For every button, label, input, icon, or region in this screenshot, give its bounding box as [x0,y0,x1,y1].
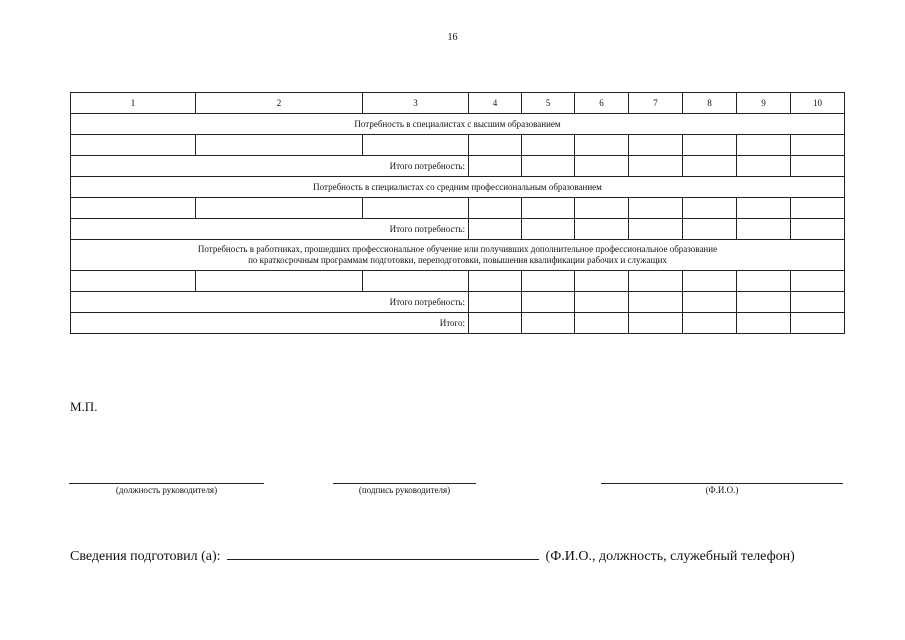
prepared-by-hint: (Ф.И.О., должность, служебный телефон) [545,549,795,564]
table-cell[interactable] [71,135,196,156]
table-cell[interactable] [522,135,575,156]
table-cell[interactable] [629,198,683,219]
table-cell[interactable] [629,271,683,292]
table-cell[interactable] [71,271,196,292]
table-cell[interactable] [522,292,575,313]
table-cell[interactable] [791,135,845,156]
table-cell[interactable] [575,292,629,313]
table-cell[interactable] [469,313,522,334]
table-cell[interactable] [683,292,737,313]
table-cell[interactable] [575,135,629,156]
table-cell[interactable] [522,271,575,292]
table-cell[interactable] [791,292,845,313]
subtotal-label: Итого потребность: [71,156,469,177]
table-cell[interactable] [737,271,791,292]
table-cell[interactable] [683,271,737,292]
column-number: 8 [683,93,737,114]
subtotal-label: Итого потребность: [71,219,469,240]
table-cell[interactable] [522,313,575,334]
table-cell[interactable] [629,135,683,156]
position-caption: (должность руководителя) [115,485,218,495]
table-cell[interactable] [737,292,791,313]
table-cell[interactable] [469,135,522,156]
section-heading-workers [71,240,845,271]
table-cell[interactable] [791,156,845,177]
table-cell[interactable] [737,198,791,219]
table-cell[interactable] [683,198,737,219]
table-cell[interactable] [575,219,629,240]
stamp-label: М.П. [70,399,98,414]
section-heading-higher: Потребность в специалистах с высшим образованием [71,114,845,135]
table-cell[interactable] [71,198,196,219]
column-number: 3 [363,93,469,114]
table-cell[interactable] [629,219,683,240]
table-cell[interactable] [469,156,522,177]
table-cell[interactable] [683,313,737,334]
signature-caption: (подпись руководителя) [358,485,451,495]
table-cell[interactable] [575,313,629,334]
table-cell[interactable] [196,135,363,156]
column-number: 10 [791,93,845,114]
total-row [71,313,845,334]
table-cell[interactable] [469,271,522,292]
column-number-row [71,93,845,114]
column-number: 4 [469,93,522,114]
table-cell[interactable] [791,198,845,219]
table-cell[interactable] [737,219,791,240]
table-cell[interactable] [683,156,737,177]
column-number: 9 [737,93,791,114]
table-cell[interactable] [737,313,791,334]
table-cell[interactable] [469,292,522,313]
table-cell[interactable] [575,198,629,219]
table-cell[interactable] [522,156,575,177]
table-cell[interactable] [791,313,845,334]
table-row [71,271,845,292]
column-number: 6 [575,93,629,114]
subtotal-label: Итого потребность: [71,292,469,313]
table-cell[interactable] [791,219,845,240]
table-cell[interactable] [196,271,363,292]
table-cell[interactable] [575,156,629,177]
table-cell[interactable] [469,219,522,240]
name-signature-line[interactable] [601,483,843,484]
section-heading-workers-line2: по краткосрочным программам подготовки, переподготовки, повышения квалификации рабочих и служащих [248,255,667,265]
position-signature-line[interactable] [69,483,264,484]
name-caption: (Ф.И.О.) [705,485,739,495]
needs-table [70,92,845,334]
table-cell[interactable] [791,271,845,292]
section-row-higher [71,114,845,135]
section-row-secondary [71,177,845,198]
column-number: 1 [71,93,196,114]
table-cell[interactable] [363,271,469,292]
column-number: 7 [629,93,683,114]
column-number: 5 [522,93,575,114]
table-cell[interactable] [737,135,791,156]
table-cell[interactable] [363,135,469,156]
section-row-workers [71,240,845,271]
section-heading-workers-line1: Потребность в работниках, прошедших профессиональное обучение или получивших дополнительное профессиональное образование [197,244,718,254]
table-cell[interactable] [629,313,683,334]
table-cell[interactable] [196,198,363,219]
page-number: 16 [447,32,458,43]
table-cell[interactable] [629,292,683,313]
table-cell[interactable] [629,156,683,177]
subtotal-row [71,219,845,240]
column-number: 2 [196,93,363,114]
total-label: Итого: [71,313,469,334]
table-cell[interactable] [469,198,522,219]
subtotal-row [71,156,845,177]
table-cell[interactable] [683,135,737,156]
table-row [71,198,845,219]
prepared-by-label: Сведения подготовил (а): [70,549,221,564]
table-cell[interactable] [737,156,791,177]
subtotal-row [71,292,845,313]
prepared-by-field[interactable] [227,547,539,560]
table-row [71,135,845,156]
signature-line[interactable] [333,483,476,484]
table-cell[interactable] [683,219,737,240]
table-cell[interactable] [575,271,629,292]
table-cell[interactable] [363,198,469,219]
table-cell[interactable] [522,219,575,240]
prepared-by-line [70,547,795,565]
section-heading-secondary: Потребность в специалистах со средним профессиональным образованием [71,177,845,198]
table-cell[interactable] [522,198,575,219]
